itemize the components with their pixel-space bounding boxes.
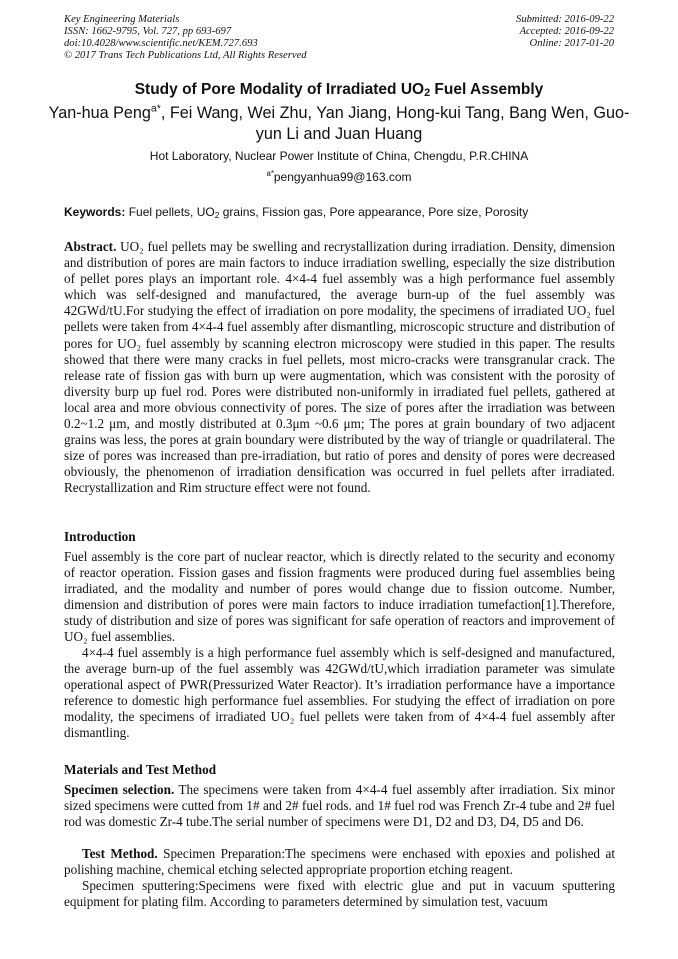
issn: ISSN: 1662-9795, Vol. 727, pp 693-697: [64, 26, 232, 37]
intro-paragraph-2: 4×4-4 fuel assembly is a high performance fuel assembly which is self-designed and manufactured, the average burn-up of the fuel assembly was 42GWd/tU,which irradiation parameter was simulate operational aspect of PWR(Pressurized Water Reactor). It’s irradiation performance have a importance reference to domestic high performance fuel assemblies. For studying the effect of irradiation on pore modality, the specimens of irradiated UO₂ fuel pellets were taken from of 4×4-4 fuel assembly after dismantling.: [64, 645, 615, 741]
test-method-paragraph: Test Method. Specimen Preparation:The specimens were enchased with epoxies and polished at polishing machine, chemical etching selected appropriate proportion etching reagent.: [64, 846, 616, 878]
sputtering-paragraph: Specimen sputtering:Specimens were fixed with electric glue and put in vacuum sputtering equipment for plating film. According to parameters determined by simulation test, vacuum: [64, 878, 615, 910]
doi: doi:10.4028/www.scientific.net/KEM.727.693: [64, 38, 258, 49]
copyright: © 2017 Trans Tech Publications Ltd, All Rights Reserved: [64, 50, 307, 61]
online-date: Online: 2017-01-20: [529, 38, 614, 49]
abstract: Abstract. UO₂ fuel pellets may be swelling and recrystallization during irradiation. Density, dimension and distribution of pores are main factors to induce irradiation swelling, especially the size distribution of pellet pores plays an important role. 4×4-4 fuel assembly was a high performance fuel assembly which was self-designed and manufactured, the average burn-up of the fuel assembly was 42GWd/tU.For studying the effect of irradiation on pore modality, the specimens of irradiated UO₂ fuel pellets were taken from 4×4-4 fuel assembly after dismantling, microscopic structure and distribution of pores for UO₂ fuel assembly by scanning electron microscopy were studied in this paper. The results showed that there were many cracks in fuel pellets, most micro-cracks were transgranular crack. The release rate of fission gas with burn up were augmentation, which was consistent with the porosity of diversity burp up fuel rod. Pores were distributed non-uniformly in irradiated fuel pellets, gathered at local area and more obvious connectivity of pores. The size of pores after the irradiation was between 0.2~1.2 μm, and mostly distributed at 0.3μm ~0.6 μm; The pores at grain boundary of two adjacent grains was less, the pores at grain boundary were distributed by the way of triangle or quadrilateral. The size of pores was increased than pre-irradiation, but ratio of pores and density of pores were decreased obviously, the phenomenon of irradiation densification was occurred in fuel pellets after irradiated. Recrystallization and Rim structure effect were not found.: [64, 239, 615, 496]
authors: Yan-hua Peng$^{a*}$, Fei Wang, Wei Zhu, Yan Jiang, Hong-kui Tang, Bang Wen, Guo-yun Li and Juan Huang: [48, 102, 630, 143]
paper-title: Study of Pore Modality of Irradiated $UO_2$ Fuel Assembly: [134, 81, 544, 99]
methods-heading: Materials and Test Method: [64, 762, 217, 777]
email: $^{a*}$pengyanhua99@163.com: [266, 169, 412, 184]
accepted-date: Accepted: 2016-09-22: [519, 26, 614, 37]
keywords: Keywords: Fuel pellets, $UO_2$ grains, Fission gas, Pore appearance, Pore size, Porosity: [64, 205, 529, 220]
submitted-date: Submitted: 2016-09-22: [516, 14, 614, 25]
affiliation: Hot Laboratory, Nuclear Power Institute of China, Chengdu, P.R.CHINA: [149, 149, 529, 163]
introduction-heading: Introduction: [64, 529, 136, 544]
intro-paragraph-1: Fuel assembly is the core part of nuclear reactor, which is directly related to the security and economy of reactor operation. Fission gases and fission fragments were produced during fuel assemblies being irradiated, and the modality and number of pores would change due to fission outcome. Number, dimension and distribution of pores were main factors to induce irradiation tumefaction[1].Therefore, study of distribution and size of pores was significant for safe operation of reactors and improvement of UO₂ fuel assemblies.: [64, 549, 615, 645]
journal-name: Key Engineering Materials: [64, 14, 180, 25]
journal-info: [64, 14, 307, 62]
specimen-selection-paragraph: Specimen selection. The specimens were taken from 4×4-4 fuel assembly after irradiation. Six minor sized specimens were cutted from 1# and 2# fuel rods. and 1# fuel rod was French Zr-4 tube and 2# fuel rod was domestic Zr-4 tube.The serial number of specimens were D1, D2 and D3, D4, D5 and D6.: [64, 782, 615, 830]
dates: [516, 14, 614, 50]
